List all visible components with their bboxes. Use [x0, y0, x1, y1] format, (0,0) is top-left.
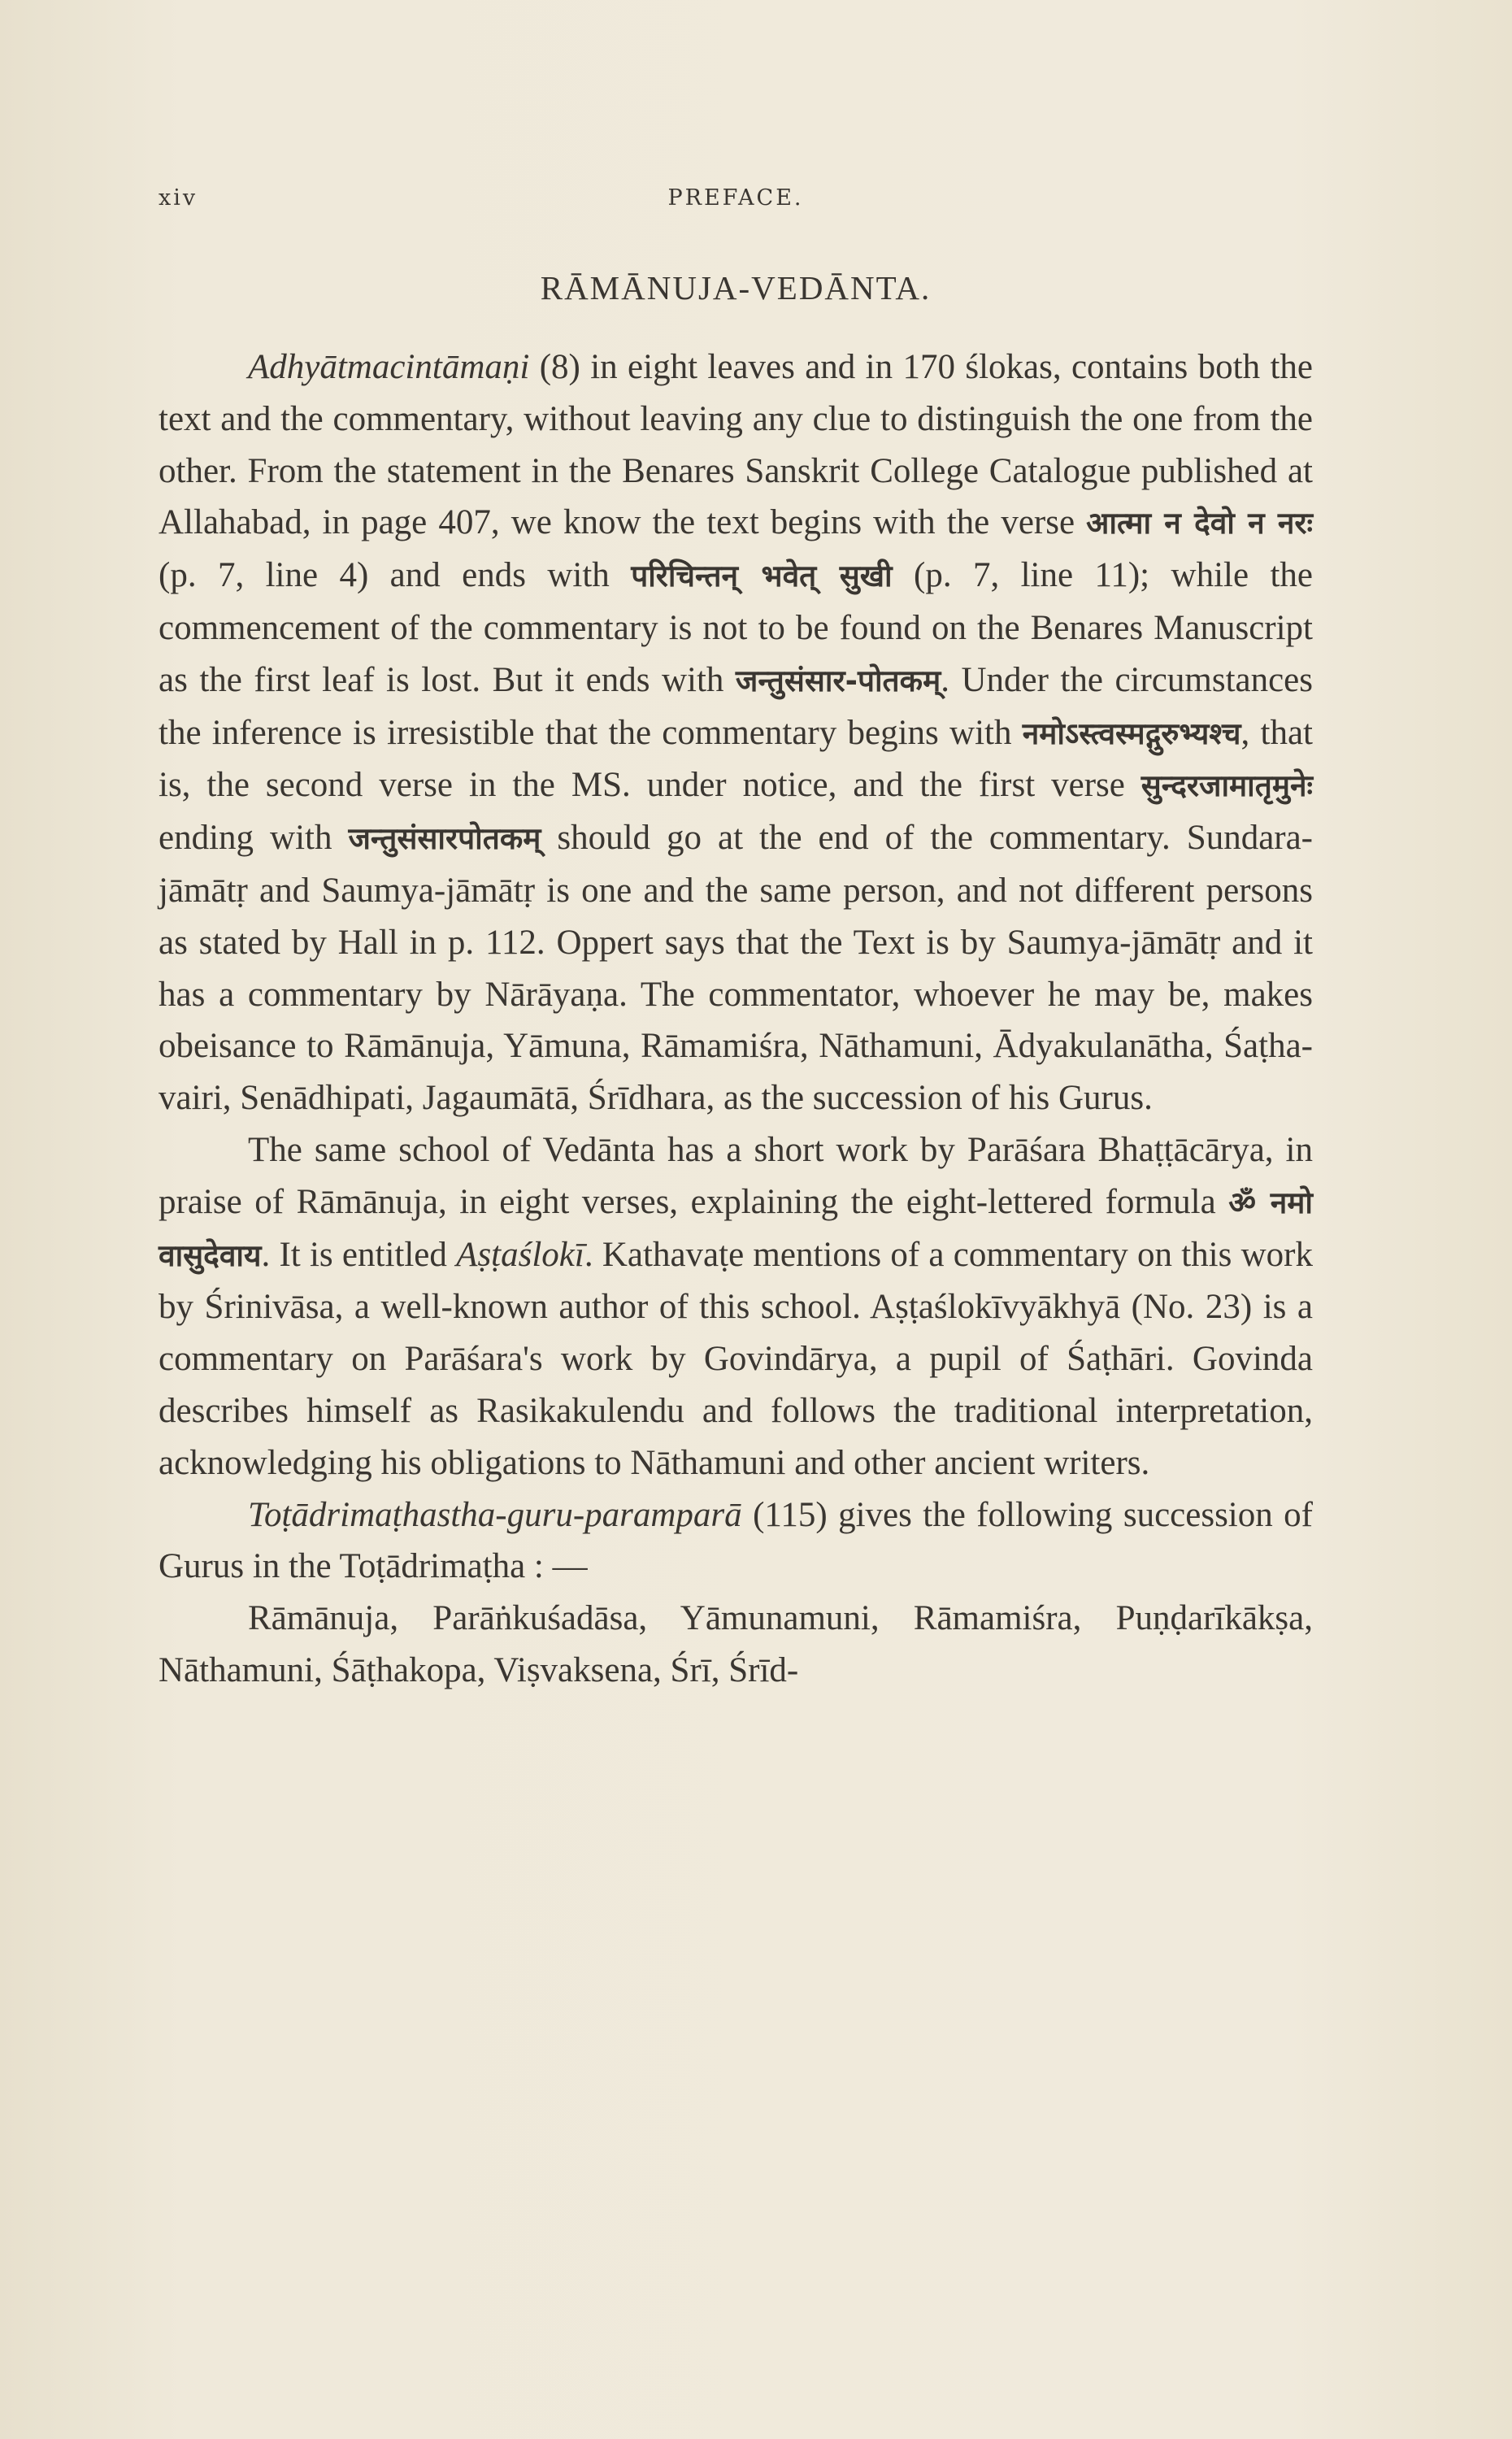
paragraph-1 [159, 341, 1313, 1124]
sanskrit-quote: सुन्दरजामातृमुनेः [1141, 768, 1313, 804]
text-run: The same school of Vedānta has a short work by Parāśara Bhaṭṭācārya, in praise of Rāmānuja, in eight verses, explaining the eight-lettered formula [159, 1130, 1313, 1221]
work-title: Adhyātmacintāmaṇi [248, 348, 530, 386]
text-run: ending with [159, 819, 349, 858]
sanskrit-quote: जन्तुसंसार-पोतकम् [735, 663, 941, 698]
text-run: (8) in eight leaves and in 170 ślokas, contains both the text and the commentary, without leaving any clue to distinguish the one from the other. From the statement in the Benares Sanskrit College Catalogue published at Allahabad, in page 407, we know the text begins with the verse [159, 348, 1313, 542]
section-title: RĀMĀNUJA-VEDĀNTA. [540, 269, 932, 307]
paragraph-2 [159, 1124, 1313, 1489]
sanskrit-quote: ॐ नमो वासुदेवाय [159, 1185, 1313, 1273]
sanskrit-quote: नमोऽस्त्वस्मद्गुरुभ्यश्च [1022, 715, 1241, 751]
paragraph-3 [159, 1489, 1313, 1593]
page-number: xiv [159, 185, 198, 211]
sanskrit-quote: आत्मा न देवो न नरः [1086, 506, 1313, 541]
text-run: . It is entitled [261, 1235, 457, 1274]
text-run: (p. 7, line 11); while the commencement of the commentary is not to be found on the Benares Manuscript as the first leaf is lost. But it ends with [159, 556, 1313, 699]
text-run: , that is, the second verse in the MS. under notice, and the first verse [159, 713, 1314, 805]
work-title: Aṣṭaślokī [456, 1235, 584, 1274]
page-header [159, 185, 1313, 218]
sanskrit-quote: परिचिन्तन् भवेत् सुखी [631, 559, 893, 594]
work-title: Toṭādrimaṭhastha-guru-paramparā [248, 1495, 742, 1534]
text-run: (p. 7, line 4) and ends with [159, 556, 632, 595]
running-title: PREFACE. [667, 185, 804, 211]
text-run: Rāmānuja, Parāṅkuśadāsa, Yāmunamuni, Rāmamiśra, Puṇḍarīkākṣa, Nāthamuni, Śāṭhakopa, Viṣvaksena, Śrī, Śrīd- [159, 1599, 1313, 1689]
text-run: . Under the circumstances the inference is irresistible that the commentary begins with [159, 660, 1314, 752]
text-run: (115) gives the following succession of Gurus in the Toṭādrimaṭha : — [159, 1495, 1313, 1586]
text-run: should go at the end of the commentary. Sundara-jāmātṛ and Saumya-jāmātṛ is one and the same person, and not different persons as stated by Hall in p. 112. Oppert says that the Text is by Saumya-jāmātṛ and it has a commentary by Nārāyaṇa. The commentator, whoever he may be, makes obeisance to Rāmānuja, Yāmuna, Rāmamiśra, Nāthamuni, Ādyakulanātha, Śaṭha-vairi, Senādhipati, Jagaumātā, Śrīdhara, as the succession of his Gurus. [159, 819, 1314, 1118]
paragraph-4 [159, 1593, 1313, 1697]
text-run: . Kathavaṭe mentions of a commentary on this work by Śrinivāsa, a well-known author of this school. Aṣṭaślokīvyākhyā (No. 23) is a commentary on Parāśara's work by Govindārya, a pupil of Śaṭhāri. Govinda describes himself as Rasikakulendu and follows the traditional interpretation, acknowledging his obligations to Nāthamuni and other ancient writers. [159, 1235, 1313, 1482]
sanskrit-quote: जन्तुसंसारपोतकम् [348, 821, 541, 857]
body-text [159, 341, 1313, 1697]
